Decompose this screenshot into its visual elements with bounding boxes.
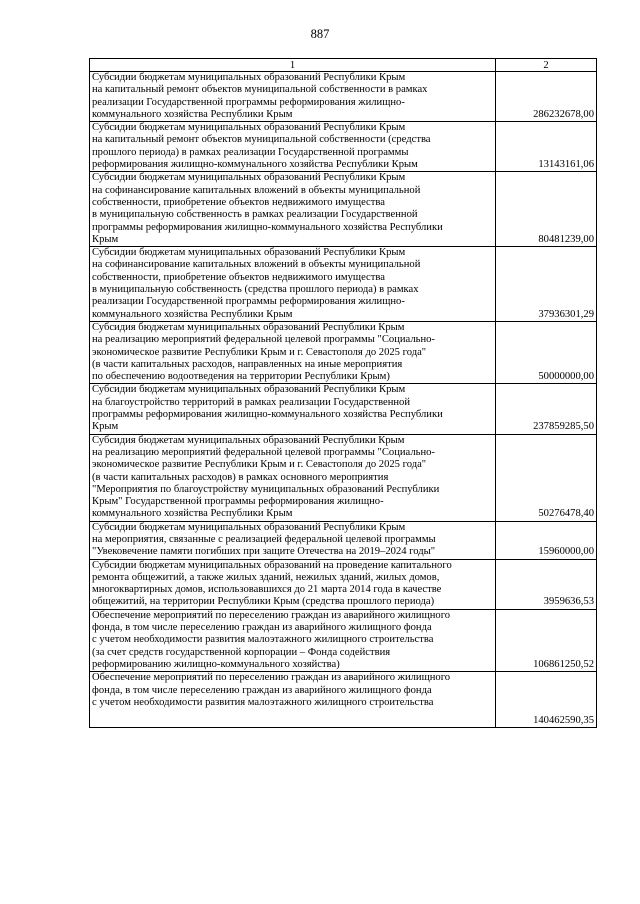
row-amount: 37936301,29: [496, 247, 597, 322]
row-description: Обеспечение мероприятий по переселению граждан из аварийного жилищного фонда, в том числе переселению граждан из аварийного жилищного фонда с учетом необходимости развития малоэтажного жилищного строительства (за счет средств государственной корпорации – Фонда содействия реформированию жилищно-коммунального хозяйства): [90, 609, 496, 671]
table-row: [90, 172, 597, 247]
column-header-2: 2: [496, 59, 597, 72]
row-amount: 50276478,40: [496, 434, 597, 521]
table-row: [90, 609, 597, 671]
table-row: [90, 321, 597, 383]
row-description: Субсидии бюджетам муниципальных образований Республики Крым на капитальный ремонт объектов муниципальной собственности в рамках реализации Государственной программы реформирования жилищно- коммунального хозяйства Республики Крым: [90, 72, 496, 122]
row-amount: 106861250,52: [496, 609, 597, 671]
table-row: [90, 72, 597, 122]
row-amount: 237859285,50: [496, 384, 597, 434]
row-description: Субсидия бюджетам муниципальных образований Республики Крым на реализацию мероприятий федеральной целевой программы "Социально- экономическое развитие Республики Крым и г. Севастополя до 2025 года" (в части капитальных расходов) в рамках основного мероприятия "Мероприятия по благоустройству муниципальных образований Республики Крым" Государственной программы реформирования жилищно- коммунального хозяйства Республики Крым: [90, 434, 496, 521]
row-amount: 286232678,00: [496, 72, 597, 122]
row-description: Субсидии бюджетам муниципальных образований Республики Крым на софинансирование капитальных вложений в объекты муниципальной собственности, приобретение объектов недвижимого имущества в муниципальную собственность (средства прошлого периода) в рамках реализации Государственной программы реформирования жилищно- коммунального хозяйства Республики Крым: [90, 247, 496, 322]
row-description: Субсидия бюджетам муниципальных образований Республики Крым на реализацию мероприятий федеральной целевой программы "Социально- экономическое развитие Республики Крым и г. Севастополя до 2025 года" (в части капитальных расходов, направленных на иные мероприятия по обеспечению водоотведения на территории Республики Крым): [90, 321, 496, 383]
row-description: Субсидии бюджетам муниципальных образований Республики Крым на капитальный ремонт объектов муниципальной собственности (средства прошлого периода) в рамках реализации Государственной программы реформирования жилищно-коммунального хозяйства Республики Крым: [90, 122, 496, 172]
table-row: [90, 521, 597, 559]
row-amount: 3959636,53: [496, 559, 597, 609]
row-description: Обеспечение мероприятий по переселению граждан из аварийного жилищного фонда, в том числе переселению граждан из аварийного жилищного фонда с учетом необходимости развития малоэтажного жилищного строительства: [90, 672, 496, 728]
row-description: Субсидии бюджетам муниципальных образований Республики Крым на софинансирование капитальных вложений в объекты муниципальной собственности, приобретение объектов недвижимого имущества в муниципальную собственность в рамках реализации Государственной программы реформирования жилищно-коммунального хозяйства Республики Крым: [90, 172, 496, 247]
column-header-1: 1: [90, 59, 496, 72]
table-row: [90, 247, 597, 322]
table-row: [90, 559, 597, 609]
page-number: 887: [310, 27, 330, 41]
table-header-row: [90, 59, 597, 72]
row-description: Субсидии бюджетам муниципальных образований Республики Крым на мероприятия, связанные с реализацией федеральной целевой программы "Увековечение памяти погибших при защите Отечества на 2019–2024 годы": [90, 521, 496, 559]
row-description: Субсидии бюджетам муниципальных образований на проведение капитального ремонта общежитий, а также жилых зданий, нежилых зданий, жилых домов, многоквартирных домов, использовавшихся до 21 марта 2014 года в качестве общежитий, на территории Республики Крым (средства прошлого периода): [90, 559, 496, 609]
row-amount: 15960000,00: [496, 521, 597, 559]
table-body: [90, 72, 597, 728]
row-amount: 80481239,00: [496, 172, 597, 247]
row-amount: 50000000,00: [496, 321, 597, 383]
row-description: Субсидии бюджетам муниципальных образований Республики Крым на благоустройство территорий в рамках реализации Государственной программы реформирования жилищно-коммунального хозяйства Республики Крым: [90, 384, 496, 434]
budget-table: [89, 58, 597, 728]
row-amount: 140462590,35: [496, 672, 597, 728]
table-row: [90, 672, 597, 728]
table-row: [90, 122, 597, 172]
table-row: [90, 434, 597, 521]
row-amount: 13143161,06: [496, 122, 597, 172]
table-row: [90, 384, 597, 434]
